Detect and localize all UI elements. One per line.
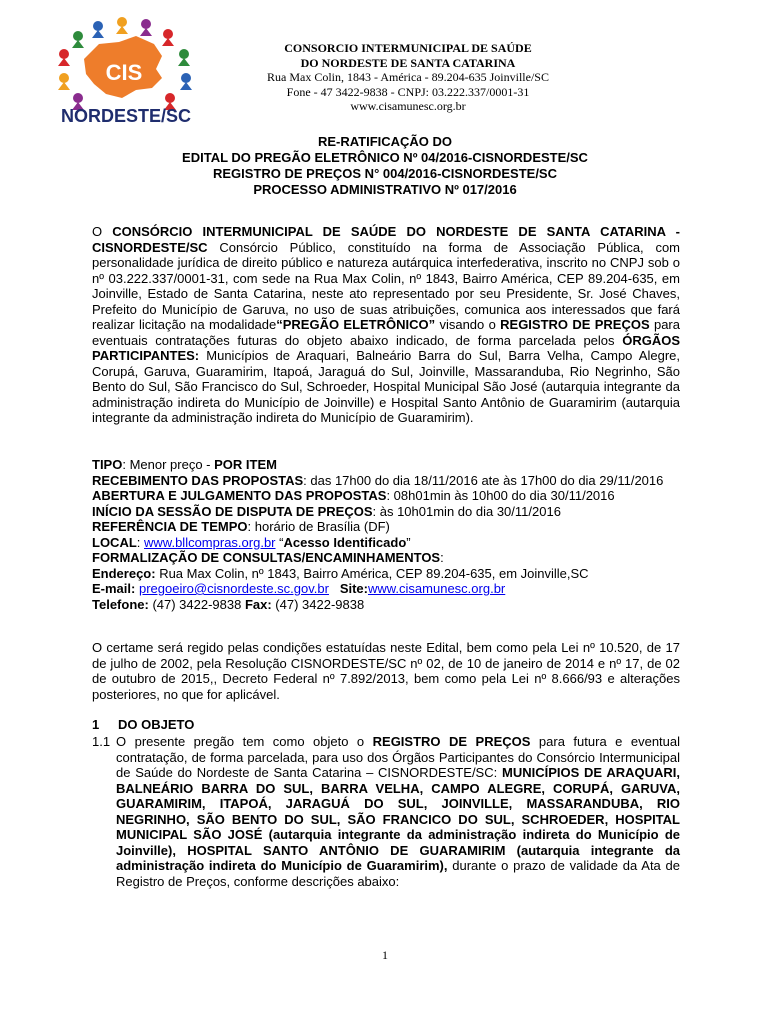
detail-local: LOCAL: www.bllcompras.org.br “Acesso Identificado” — [92, 534, 411, 550]
title-line2: EDITAL DO PREGÃO ELETRÔNICO Nº 04/2016-CISNORDESTE/SC — [182, 150, 588, 165]
bid-details — [92, 457, 680, 612]
detail-tipo: TIPO: Menor preço - POR ITEM — [92, 457, 277, 472]
title-line4: PROCESSO ADMINISTRATIVO Nº 017/2016 — [253, 182, 517, 197]
detail-endereco: Endereço: Rua Max Colin, nº 1843, Bairro América, CEP 89.204-635, em Joinville,SC — [92, 565, 589, 581]
email-link[interactable]: pregoeiro@cisnordeste.sc.gov.br — [138, 581, 329, 596]
letterhead-contact: Fone - 47 3422-9838 - CNPJ: 03.222.337/0001-31 — [286, 84, 530, 99]
intro-text: Consórcio Público, constituído na forma de Associação Pública, com personalidade jurídica de direito público e natureza autárquica interfederativa, inscrito no CNPJ sob o nº 03.222.337/0001-31, com sede na Rua Max Colin, nº 1843, Bairro América, CEP 89.204-635, em Joinville, Estado de Santa Catarina, neste ato representado por seu Presidente, Sr. José Chaves, Prefeito do Município de Garuva, no uso de suas atribuições, comunica aos interessados que fará realizar licitação na modalidade — [92, 239, 680, 332]
modality-name: “PREGÃO ELETRÔNICO” — [276, 317, 436, 332]
logo-acronym: CIS — [105, 60, 143, 85]
intro-text: O — [92, 224, 113, 239]
subsection-text: O presente pregão tem como objeto o REGISTRO DE PREÇOS para futura e eventual contratação, de forma parcelada, para uso dos Órgãos Participantes do Consórcio Intermunicipal de Saúde do Nordeste de Santa Catarina – CISNORDESTE/SC: MUNICÍPIOS DE ARAQUARI, BALNEÁRIO BARRA DO SUL, BARRA VELHA, CAMPO ALEGRE, CORUPÁ, GARUVA, GUARAMIRIM, ITAPOÁ, JARAGUÁ DO SUL, JOINVILLE, MASSARANDUBA, RIO NEGRINHO, SÃO BENTO DO SUL, SÃO FRANCICO DO SUL, SCHROEDER, HOSPITAL MUNICIPAL SÃO JOSÉ (autarquia integrante da administração indireta do Município de Joinville), HOSPITAL SANTO ANTÔNIO DE GUARAMIRIM (autarquia integrante da administração indireta do Município de Guaramirim), durante o prazo de validade da Ata de Registro de Preços, conforme descrições abaixo: — [116, 734, 681, 889]
intro-text: para eventuais contratações futuras do objeto abaixo indicado, de forma parcelada pelos — [92, 317, 680, 348]
cis-nordeste-logo — [44, 14, 214, 130]
letterhead-website: www.cisamunesc.org.br — [350, 99, 466, 113]
detail-abertura: ABERTURA E JULGAMENTO DAS PROPOSTAS: 08h01min às 10h00 do dia 30/11/2016 — [92, 488, 615, 503]
section-1-heading: 1 DO OBJETO — [92, 717, 195, 732]
letterhead — [222, 41, 594, 114]
intro-text: Municípios de Araquari, Balneário Barra do Sul, Barra Velha, Campo Alegre, Corupá, Garuva, Guaramirim, Itapoá, Jaraguá do Sul, Joinville, Massaranduba, Rio Negrinho, São Bento do Sul, São Francisco do Sul, Schroeder, Hospital Municipal São José (autarquia integrante da administração indireta do Município de Joinville) e Hospital Santo Antônio de Guaramirim (autarquia integrante da administração indireta do Município de Guaramirim). — [92, 348, 680, 425]
letterhead-address: Rua Max Colin, 1843 - América - 89.204-635 Joinville/SC — [267, 70, 549, 84]
registro-precos: REGISTRO DE PREÇOS — [500, 317, 650, 332]
logo-region: NORDESTE/SC — [60, 106, 192, 126]
section-1-1 — [92, 734, 680, 889]
detail-referencia: REFERÊNCIA DE TEMPO: horário de Brasília (DF) — [92, 519, 390, 534]
orgaos-participantes: ÓRGÃOS PARTICIPANTES: — [92, 332, 680, 363]
consortium-name: CONSÓRCIO INTERMUNICIPAL DE SAÚDE DO NORDESTE DE SANTA CATARINA - CISNORDESTE/SC — [92, 224, 680, 255]
page-number: 1 — [382, 948, 388, 962]
bllcompras-link[interactable]: www.bllcompras.org.br — [144, 534, 276, 550]
site-link[interactable]: www.cisamunesc.org.br — [367, 581, 506, 596]
title-line1: RE-RATIFICAÇÃO DO — [317, 134, 453, 149]
detail-inicio: INÍCIO DA SESSÃO DE DISPUTA DE PREÇOS: às 10h01min do dia 30/11/2016 — [92, 503, 561, 519]
letterhead-line1: CONSORCIO INTERMUNICIPAL DE SAÚDE — [284, 41, 532, 55]
intro-text: visando o — [435, 317, 501, 332]
detail-formalizacao: FORMALIZAÇÃO DE CONSULTAS/ENCAMINHAMENTOS: — [92, 550, 444, 565]
subsection-number: 1.1 — [92, 734, 111, 749]
intro-paragraph — [92, 224, 680, 426]
legal-statement: O certame será regido pelas condições estatuídas neste Edital, bem como pela Lei nº 10.520, de 17 de julho de 2002, pela Resolução CISNORDESTE/SC nº 02, de 10 de janeiro de 2014 e nº 17, de 02 de outubro de 2015,, Decreto Federal nº 7.892/2013, bem como pela Lei nº 8.666/93 e alterações posteriores, no que for aplicável. — [92, 640, 680, 702]
detail-recebimento: RECEBIMENTO DAS PROPOSTAS: das 17h00 do dia 18/11/2016 ate às 17h00 do dia 29/11/2016 — [92, 472, 664, 488]
detail-email-site: E-mail: pregoeiro@cisnordeste.sc.gov.br Site:www.cisamunesc.org.br — [92, 581, 506, 596]
title-line3: REGISTRO DE PREÇOS N° 004/2016-CISNORDESTE/SC — [212, 166, 557, 181]
letterhead-line2: DO NORDESTE DE SANTA CATARINA — [300, 55, 516, 70]
document-title — [80, 134, 690, 198]
detail-telefone: Telefone: (47) 3422-9838 Fax: (47) 3422-9838 — [92, 596, 365, 612]
